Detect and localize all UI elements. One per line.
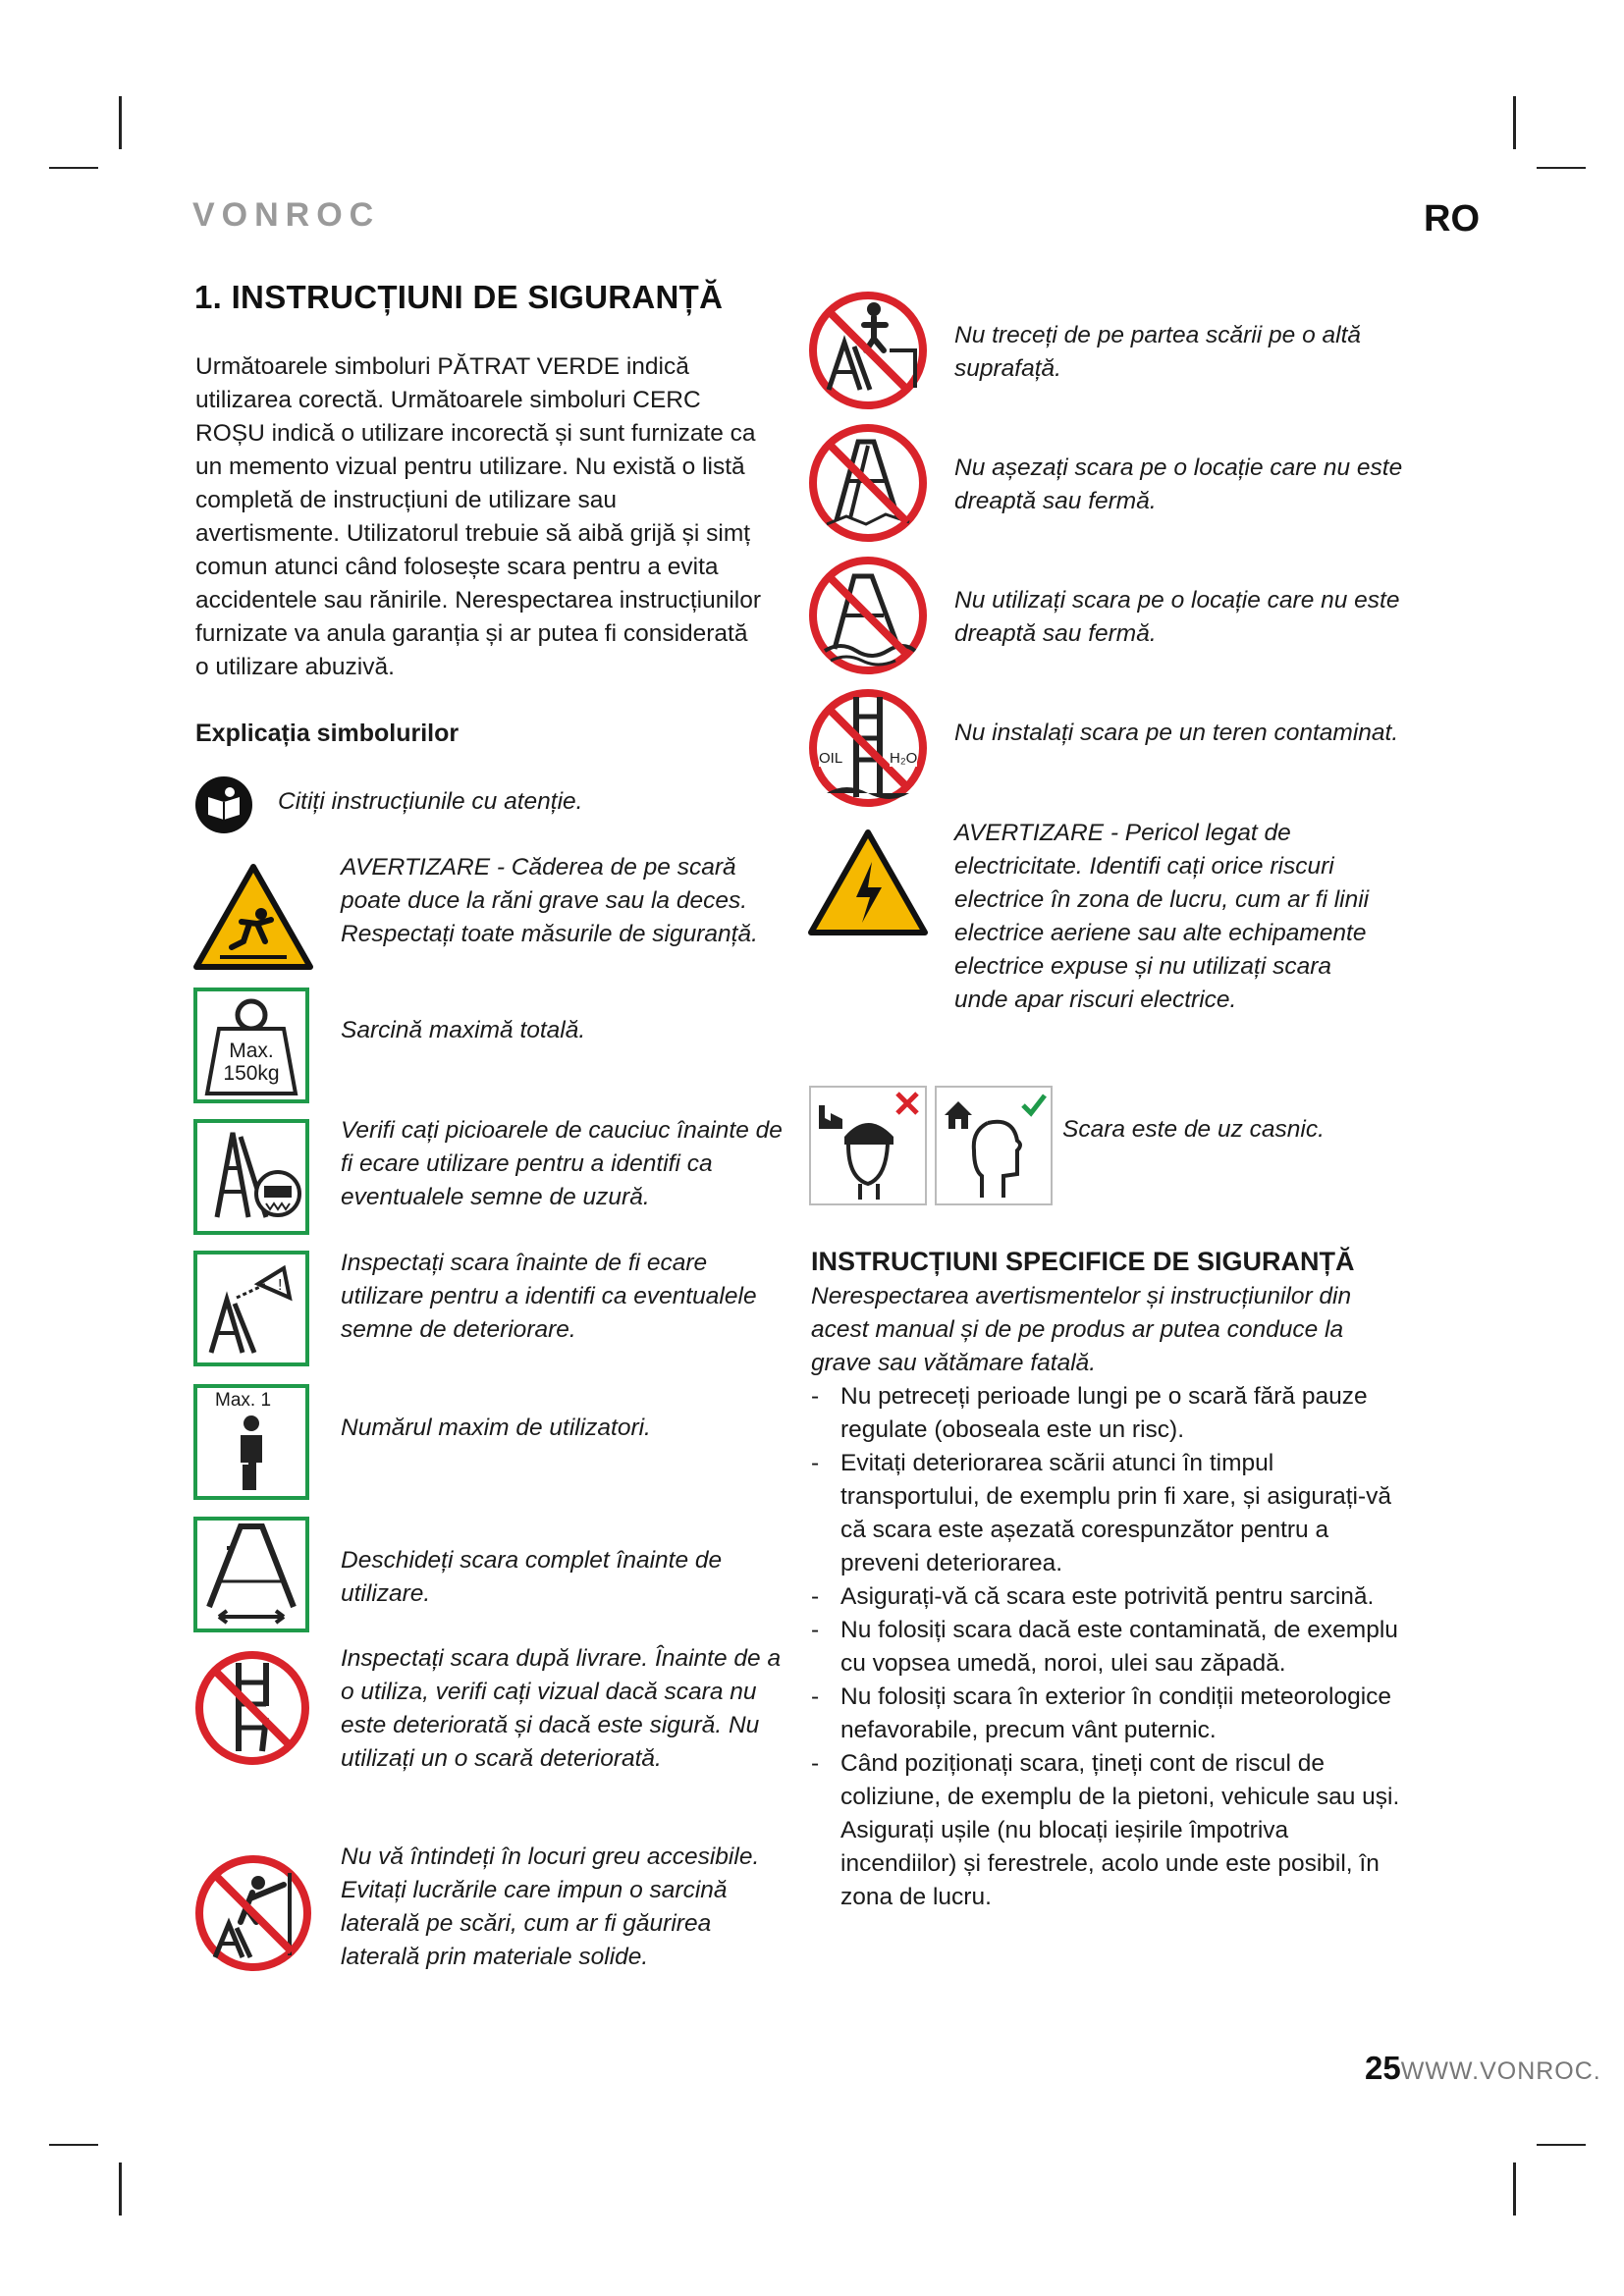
- list-item: [811, 1681, 1410, 1747]
- symbols-heading: Explicația simbolurilor: [195, 720, 460, 747]
- symbol-text: Nu instalați scara pe un teren contaminat.: [954, 720, 1399, 746]
- list-item-text: Când poziționați scara, țineți cont de riscul de coliziune, de exemplu de la pietoni, vehicule sau uși. Asigurați ușile (nu blocați ieșirile împotriva incendiilor) și ferestrele, acolo unde este posibil, în zona de lucru.: [840, 1750, 1400, 1910]
- symbol-text: Sarcină maximă totală.: [341, 1017, 586, 1043]
- crop-mark: [1513, 2163, 1516, 2216]
- list-item-text: Nu folosiți scara dacă este contaminată, de exemplu cu vopsea umedă, noroi, ulei sau zăpadă.: [840, 1617, 1398, 1677]
- no-uneven-ground-icon: [807, 422, 929, 544]
- symbol-text: Inspectați scara după livrare. Înainte de a o utiliza, verifi cați vizual dacă scara nu este deteriorată și dacă este sigură. Nu utilizați un o scară deteriorată.: [341, 1645, 782, 1772]
- crop-mark: [1513, 96, 1516, 149]
- water-label: H₂O: [890, 750, 918, 767]
- fall-warning-icon: [192, 863, 314, 971]
- intro-paragraph: Următoarele simboluri PĂTRAT VERDE indică utilizarea corectă. Următoarele simboluri CERC ROȘU indică o utilizare incorectă și sunt furnizate ca un memento vizual pentru utilizare. Nu există o listă completă de instrucțiuni de utilizare sau avertismente. Utilizatorul trebuie să aibă grijă și simț comun atunci când folosește scara pentru a evita accidentele sau rănirile. Nerespectarea instrucțiunilor furnizate va anula garanția și ar putea fi considerată o utilizare abuzivă.: [195, 353, 762, 680]
- bullet-dash: -: [811, 1583, 820, 1610]
- page-footer: [1365, 2050, 1601, 2087]
- symbol-text: Inspectați scara înainte de fi ecare utilizare pentru a identifi ca eventualele semne de deteriorare.: [341, 1250, 757, 1343]
- symbol-text: Verifi cați picioarele de cauciuc înainte de fi ecare utilizare pentru a identifi ca eventualele semne de uzură.: [341, 1117, 783, 1210]
- open-ladder-icon: [193, 1517, 309, 1632]
- list-item: [811, 1380, 1410, 1447]
- no-contaminated-ground-icon: [807, 687, 929, 809]
- no-step-across-icon: [807, 290, 929, 411]
- damaged-ladder-icon: [193, 1649, 311, 1767]
- brand-logo: VONROC: [192, 196, 381, 234]
- symbol-text: AVERTIZARE - Căderea de pe scară poate duce la răni grave sau la deces. Respectați toate măsurile de siguranță.: [341, 854, 758, 947]
- list-item: [811, 1747, 1410, 1914]
- industrial-use-prohibited-icon: [809, 1086, 927, 1205]
- crop-mark: [1537, 167, 1586, 169]
- symbol-text: AVERTIZARE - Pericol legat de electricitate. Identifi cați orice riscuri electrice în zona de lucru, cum ar fi linii electrice aeriene sau alte echipamente electrice expuse și nu utilizați scara unde apar riscuri electrice.: [954, 820, 1370, 1013]
- symbol-text: Citiți instrucțiunile cu atenție.: [278, 788, 583, 815]
- list-item-text: Nu folosiți scara în exterior în condiții meteorologice nefavorabile, precum vânt puternic.: [840, 1683, 1392, 1743]
- bullet-dash: -: [811, 1617, 820, 1643]
- symbol-text: Nu vă întindeți în locuri greu accesibile. Evitați lucrările care impun o sarcină laterală pe scări, cum ar fi găurirea laterală prin materiale solide.: [341, 1843, 760, 1970]
- domestic-use-icon: [935, 1086, 1053, 1205]
- symbol-text: Numărul maxim de utilizatori.: [341, 1415, 651, 1441]
- oil-label: OIL: [819, 750, 843, 767]
- list-item: [811, 1614, 1410, 1681]
- list-item-text: Evitați deteriorarea scării atunci în timpul transportului, de exemplu prin fi xare, și asigurați-vă că scara este așezată corespunzător pentru a preveni deteriorarea.: [840, 1450, 1392, 1576]
- inspect-ladder-icon: [193, 1251, 309, 1366]
- page-title: 1. INSTRUCȚIUNI DE SIGURANȚĂ: [194, 279, 724, 315]
- language-code: RO: [1424, 198, 1480, 240]
- bullet-dash: -: [811, 1683, 820, 1710]
- list-item: [811, 1580, 1410, 1614]
- crop-mark: [49, 167, 98, 169]
- symbol-text: Scara este de uz casnic.: [1062, 1116, 1325, 1143]
- symbol-text: Deschideți scara complet înainte de utilizare.: [341, 1547, 723, 1607]
- max-load-value: 150kg: [223, 1062, 280, 1085]
- list-item-text: Asigurați-vă că scara este potrivită pentru sarcină.: [840, 1583, 1375, 1610]
- footer-website: WWW.VONROC.: [1400, 2057, 1601, 2085]
- list-item-text: Nu petreceți perioade lungi pe o scară fără pauze regulate (oboseala este un risc).: [840, 1383, 1368, 1443]
- symbol-text: Nu treceți de pe partea scării pe o altă suprafață.: [954, 322, 1362, 382]
- crop-mark: [119, 2163, 122, 2216]
- max-load-icon: [193, 988, 309, 1103]
- max-load-label: Max.: [229, 1040, 274, 1062]
- specific-intro: Nerespectarea avertismentelor și instrucțiunilor din acest manual și de pe produs ar putea conduce la grave sau vătămare fatală.: [811, 1283, 1352, 1376]
- bullet-dash: -: [811, 1383, 820, 1410]
- bullet-dash: -: [811, 1450, 820, 1476]
- read-manual-icon: [194, 775, 253, 834]
- electric-warning-icon: [807, 828, 929, 938]
- specific-heading: INSTRUCȚIUNI SPECIFICE DE SIGURANȚĂ: [811, 1247, 1355, 1276]
- list-item: [811, 1447, 1410, 1580]
- max-users-label: Max. 1: [215, 1390, 272, 1411]
- specific-list: [811, 1380, 1410, 1914]
- crop-mark: [119, 96, 122, 149]
- symbol-text: Nu utilizați scara pe o locație care nu este dreaptă sau fermă.: [954, 587, 1400, 647]
- svg-text:!: !: [278, 1277, 283, 1294]
- crop-mark: [1537, 2144, 1586, 2146]
- crop-mark: [49, 2144, 98, 2146]
- rubber-feet-icon: [193, 1119, 309, 1235]
- max-users-icon: [193, 1384, 309, 1500]
- symbol-text: Nu așezați scara pe o locație care nu este dreaptă sau fermă.: [954, 454, 1403, 514]
- bullet-dash: -: [811, 1750, 820, 1777]
- no-overreach-icon: [193, 1853, 313, 1973]
- page-number: 25: [1365, 2050, 1401, 2086]
- no-soft-ground-icon: [807, 555, 929, 676]
